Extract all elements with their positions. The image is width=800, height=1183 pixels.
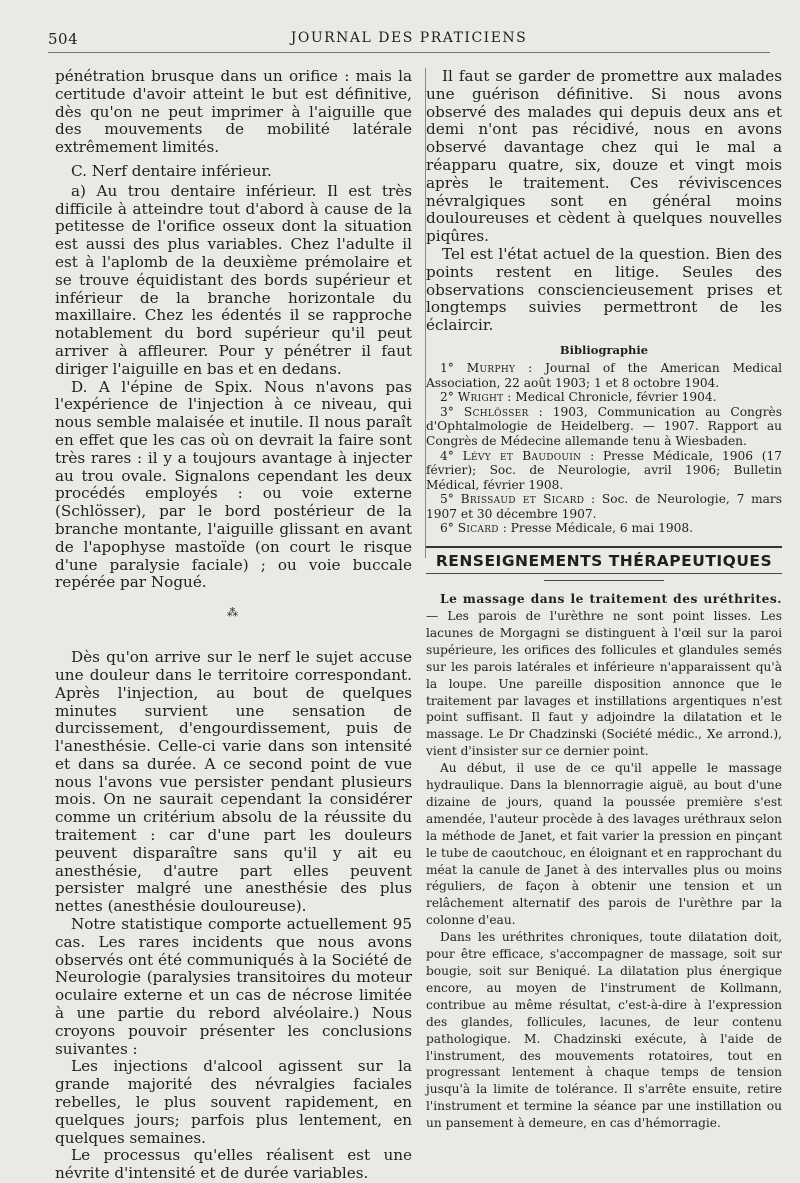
running-header: [48, 30, 770, 52]
paragraph: pénétration brusque dans un orifice : mais la certitude d'avoir atteint le but est définitive, dès qu'on ne peut imprimer à l'aiguille que des mouvements de mobilité latérale extrêmement limités.: [55, 67, 412, 157]
entry-author: Wright: [457, 390, 504, 405]
entry-author: Schlösser: [463, 404, 529, 419]
entry-author: Sicard: [457, 521, 499, 536]
entry-number: 2°: [440, 390, 454, 405]
bibliography-entry: [426, 390, 782, 405]
asterism-separator: ⁂: [227, 606, 240, 620]
right-column: [426, 68, 782, 1132]
article-paragraph: [426, 591, 782, 760]
header-rule: [48, 52, 770, 53]
entry-text: : Presse Médicale, 1906 (17 février); Soc. de Neurologie, avril 1906; Bulletin Médical, février 1908.: [426, 448, 783, 492]
paragraph: a) Au trou dentaire inférieur. Il est très difficile à atteindre tout d'abord à cause de la petitesse de l'orifice osseux dont la situation est aussi des plus variables. Chez l'adulte il est à l'aplomb de la deuxième prémolaire et se trouve équidistant des bords supérieur et inférieur de la branche horizontale du maxillaire. Chez les édentés il se rapproche notablement du bord supérieur qu'il peut arriver à affleurer. Pour y pénétrer il faut diriger l'aiguille en bas et en dedans.: [55, 181, 412, 378]
bibliography-entry: [426, 405, 782, 449]
bibliography-title: Bibliographie: [559, 342, 649, 357]
bibliography-entry: [426, 361, 782, 390]
left-column: [55, 68, 412, 1183]
entry-author: Brissaud et Sicard: [460, 492, 585, 507]
bibliography-entry: [426, 492, 782, 521]
article-paragraph: Dans les uréthrites chroniques, toute dilatation doit, pour être efficace, s'accompagner de massage, soit sur bougie, soit sur Beniqué. La dilatation plus énergique encore, au moyen de l'instrument de Kollmann, contribue au même résultat, c'est-à-dire à l'expression des glandes, follicules, lacunes, de leur contenu pathologique. M. Chadzinski exécute, à l'aide de l'instrument, des mouvements rotatoires, tout en progressant lentement à chaque temps de tension jusqu'à la limite de tolérance. Il s'arrête ensuite, retire l'instrument et termine la séance par une instillation ou un pansement à demeure, en cas d'hémorragie.: [426, 930, 782, 1131]
spacer: [55, 629, 412, 649]
entry-text: : Soc. de Neurologie, 7 mars 1907 et 30 décembre 1907.: [426, 492, 783, 521]
entry-text: : Presse Médicale, 6 mai 1908.: [498, 521, 693, 536]
article-text: — Les parois de l'urèthre ne sont point lisses. Les lacunes de Morgagni se distinguent à l'œil sur la paroi supérieure, les orifices des follicules et glandules semés sur les parois latérales et inférieure n'apparaissent qu'à la loupe. Une pareille disposition annonce que le traitement par lavages et instillations argentiques n'est point suffisant. Il faut y adjoindre la dilatation et le massage. Le Dr Chadzinski (Société médic., Xe arrond.), vient d'insister sur ce dernier point.: [426, 608, 782, 759]
paragraph: Notre statistique comporte actuellement 95 cas. Les rares incidents que nous avons observés ont été communiqués à la Société de Neurologie (paralysies transitoires du moteur oculaire externe et un cas de nécrose limitée à une partie du rebord alvéolaire.) Nous croyons pouvoir présenter les conclusions suivantes :: [55, 915, 412, 1058]
entry-text: : 1903, Communication au Congrès d'Ophtalmologie de Heidelberg. — 1907. Rapport au Congrès de Médecine allemande tenu à Wiesbaden.: [426, 404, 783, 448]
subsection-heading: C. Nerf dentaire inférieur.: [71, 161, 272, 180]
paragraph: Tel est l'état actuel de la question. Bien des points restent en litige. Seules des observations consciencieusement prises et longtemps suivies permettront de les éclaircir.: [426, 244, 782, 335]
paragraph: D. A l'épine de Spix. Nous n'avons pas l'expérience de l'injection à ce niveau, qui nous semble malaisée et inutile. Il nous paraît en effet que les cas où on devrait la faire sont très rares : il y a toujours avantage à injecter au trou ovale. Signalons cependant les deux procédés employés : ou voie externe (Schlösser), par le bord postérieur de la branche montante, l'aiguille glissant en avant de l'apophyse mastoïde (on court le risque d'une paralysie faciale) ; ou voie buccale repérée par Nogué.: [55, 377, 412, 592]
title-underline: [544, 580, 664, 581]
paragraph: Il faut se garder de promettre aux malades une guérison définitive. Si nous avons observé des malades qui depuis deux ans et demi n'ont pas récidivé, nous en avons observé davantage chez qui le mal a réapparu quatre, six, douze et vingt mois après le traitement. Ces réviviscences névralgiques sont en général moins douloureuses et cèdent à quelques nouvelles piqûres.: [426, 67, 782, 246]
entry-number: 5°: [440, 492, 454, 507]
article-heading: Le massage dans le traitement des uréthrites.: [440, 592, 782, 607]
entry-number: 1°: [440, 360, 454, 375]
journal-title: JOURNAL DES PRATICIENS: [290, 30, 528, 46]
page-number: 504: [48, 30, 79, 48]
entry-author: Lévy et Baudouin: [462, 448, 582, 463]
paragraph: Les injections d'alcool agissent sur la grande majorité des névralgies faciales rebelles, le plus souvent rapidement, en quelques jours; parfois plus lentement, en quelques semaines.: [55, 1057, 412, 1147]
bibliography-entry: [426, 449, 782, 493]
bibliography-entry: [426, 521, 782, 536]
entry-text: : Medical Chronicle, février 1904.: [503, 390, 717, 405]
section-title: RENSEIGNEMENTS THÉRAPEUTIQUES: [426, 546, 782, 574]
entry-number: 4°: [440, 448, 454, 463]
article-paragraph: Au début, il use de ce qu'il appelle le massage hydraulique. Dans la blennorragie aiguë, au bout d'une dizaine de jours, quand la poussée première s'est amendée, l'auteur procède à des lavages uréthraux selon la méthode de Janet, et fait varier la pression en pinçant le tube de caoutchouc, en éloignant et en rapprochant du méat la canule de Janet à des intervalles plus ou moins réguliers, de façon à obtenir une tension et un relâchement alternatif des parois de l'urèthre par la colonne d'eau.: [426, 761, 782, 928]
paragraph: Dès qu'on arrive sur le nerf le sujet accuse une douleur dans le territoire correspondant. Après l'injection, au bout de quelques minutes survient une sensation de durcissement, d'engourdissement, puis de l'anesthésie. Celle-ci varie dans son intensité et dans sa durée. A ce second point de vue nous l'avons vue persister pendant plusieurs mois. On ne saurait cependant la considérer comme un critérium absolu de la réussite du traitement : car d'une part les douleurs peuvent disparaître sans qu'il y ait eu anesthésie, d'autre part elles peuvent persister malgré une anesthésie des plus nettes (anesthésie douloureuse).: [55, 648, 412, 916]
entry-text: : Journal of the American Medical Association, 22 août 1903; 1 et 8 octobre 1904.: [426, 360, 783, 390]
conclusion-text: [426, 68, 782, 335]
paragraph: Le processus qu'elles réalisent est une névrite d'intensité et de durée variables.: [55, 1146, 412, 1183]
entry-author: Murphy: [466, 360, 516, 375]
entry-number: 6°: [440, 521, 454, 536]
entry-number: 3°: [440, 404, 454, 419]
bibliography-list: [426, 361, 782, 536]
